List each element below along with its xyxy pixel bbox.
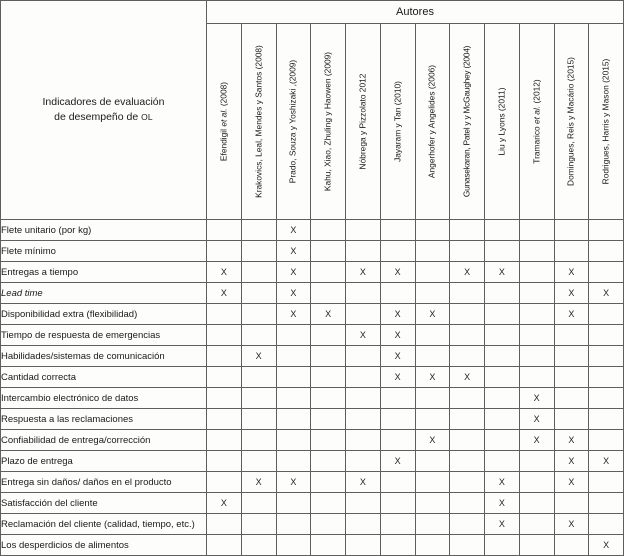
table-row [1, 304, 624, 325]
cell-satisfaccion-cliente--gunasekaran-2004 [450, 493, 485, 514]
author-header-gunasekaran-2004 [450, 24, 485, 220]
cell-entregas-a-tiempo--prado-2009 [276, 262, 311, 283]
table-row [1, 409, 624, 430]
indicator-label-intercambio-electronico: Intercambio electrónico de datos [1, 388, 207, 409]
cell-tiempo-respuesta-emerg--kahu-2009 [311, 325, 346, 346]
cell-respuesta-reclamaciones--jayaram-2010 [380, 409, 415, 430]
cell-reclamacion-cliente--jayaram-2010 [380, 514, 415, 535]
cell-reclamacion-cliente--nobrega-2012 [346, 514, 381, 535]
cell-disponibilidad-extra--jayaram-2010 [380, 304, 415, 325]
cell-tiempo-respuesta-emerg--efendigil-2008 [207, 325, 242, 346]
cell-confiabilidad-entrega--angerhofer-2006 [415, 430, 450, 451]
cell-confiabilidad-entrega--efendigil-2008 [207, 430, 242, 451]
author-label: Efendigil et al. (2008) [218, 81, 229, 161]
author-header-rodrigues-2015 [589, 24, 624, 220]
indicator-label-flete-minimo: Flete mínimo [1, 241, 207, 262]
cell-plazo-de-entrega--gunasekaran-2004 [450, 451, 485, 472]
cell-habilidades-comunicacion--angerhofer-2006 [415, 346, 450, 367]
cell-lead-time--efendigil-2008 [207, 283, 242, 304]
author-label: Nóbrega y Pizzolato 2012 [357, 73, 368, 169]
cell-flete-unitario--prado-2009 [276, 220, 311, 241]
cell-habilidades-comunicacion--tramarico-2012 [519, 346, 554, 367]
cell-respuesta-reclamaciones--nobrega-2012 [346, 409, 381, 430]
mark-x: X [394, 330, 401, 340]
cell-habilidades-comunicacion--domingues-2015 [554, 346, 589, 367]
cell-plazo-de-entrega--kahu-2009 [311, 451, 346, 472]
cell-respuesta-reclamaciones--domingues-2015 [554, 409, 589, 430]
cell-lead-time--nobrega-2012 [346, 283, 381, 304]
cell-desperdicios-alimentos--efendigil-2008 [207, 535, 242, 556]
author-header-kahu-2009 [311, 24, 346, 220]
mark-x: X [359, 330, 366, 340]
cell-tiempo-respuesta-emerg--rodrigues-2015 [589, 325, 624, 346]
cell-reclamacion-cliente--tramarico-2012 [519, 514, 554, 535]
cell-entregas-a-tiempo--liu-lyons-2011 [485, 262, 520, 283]
cell-disponibilidad-extra--prado-2009 [276, 304, 311, 325]
cell-disponibilidad-extra--gunasekaran-2004 [450, 304, 485, 325]
indicator-label-confiabilidad-entrega: Confiabilidad de entrega/corrección [1, 430, 207, 451]
mark-x: X [255, 351, 262, 361]
table-row [1, 367, 624, 388]
cell-flete-minimo--domingues-2015 [554, 241, 589, 262]
indicator-label-plazo-de-entrega: Plazo de entrega [1, 451, 207, 472]
cell-tiempo-respuesta-emerg--jayaram-2010 [380, 325, 415, 346]
cell-lead-time--kahu-2009 [311, 283, 346, 304]
cell-flete-minimo--jayaram-2010 [380, 241, 415, 262]
mark-x: X [568, 267, 575, 277]
cell-cantidad-correcta--angerhofer-2006 [415, 367, 450, 388]
mark-x: X [220, 267, 227, 277]
cell-lead-time--domingues-2015 [554, 283, 589, 304]
author-label: Jayaram y Tan (2010) [392, 80, 403, 162]
cell-cantidad-correcta--efendigil-2008 [207, 367, 242, 388]
cell-cantidad-correcta--nobrega-2012 [346, 367, 381, 388]
cell-flete-unitario--krakovics-2008 [241, 220, 276, 241]
cell-satisfaccion-cliente--rodrigues-2015 [589, 493, 624, 514]
cell-confiabilidad-entrega--tramarico-2012 [519, 430, 554, 451]
author-label: Liu y Lyons (2011) [496, 87, 507, 155]
cell-flete-unitario--domingues-2015 [554, 220, 589, 241]
mark-x: X [533, 393, 540, 403]
cell-entrega-sin-danos--angerhofer-2006 [415, 472, 450, 493]
author-header-tramarico-2012 [519, 24, 554, 220]
indicator-label-flete-unitario: Flete unitario (por kg) [1, 220, 207, 241]
mark-x: X [394, 351, 401, 361]
mark-x: X [603, 456, 610, 466]
cell-plazo-de-entrega--prado-2009 [276, 451, 311, 472]
cell-cantidad-correcta--kahu-2009 [311, 367, 346, 388]
cell-flete-unitario--gunasekaran-2004 [450, 220, 485, 241]
cell-entrega-sin-danos--kahu-2009 [311, 472, 346, 493]
cell-reclamacion-cliente--liu-lyons-2011 [485, 514, 520, 535]
table-row [1, 346, 624, 367]
cell-entrega-sin-danos--rodrigues-2015 [589, 472, 624, 493]
matrix-body [1, 1, 624, 556]
mark-x: X [533, 414, 540, 424]
author-header-efendigil-2008 [207, 24, 242, 220]
author-label: Krakovics, Leal, Mendes y Santos (2008) [253, 44, 264, 198]
cell-disponibilidad-extra--liu-lyons-2011 [485, 304, 520, 325]
table-row [1, 325, 624, 346]
mark-x: X [290, 309, 297, 319]
table-row [1, 283, 624, 304]
cell-flete-unitario--kahu-2009 [311, 220, 346, 241]
cell-disponibilidad-extra--efendigil-2008 [207, 304, 242, 325]
cell-entrega-sin-danos--domingues-2015 [554, 472, 589, 493]
author-label: Prado, Souza y Yoshizaki ,(2009) [287, 59, 298, 183]
cell-tiempo-respuesta-emerg--krakovics-2008 [241, 325, 276, 346]
cell-confiabilidad-entrega--nobrega-2012 [346, 430, 381, 451]
cell-cantidad-correcta--liu-lyons-2011 [485, 367, 520, 388]
cell-entregas-a-tiempo--gunasekaran-2004 [450, 262, 485, 283]
mark-x: X [498, 267, 505, 277]
cell-habilidades-comunicacion--gunasekaran-2004 [450, 346, 485, 367]
mark-x: X [290, 225, 297, 235]
mark-x: X [394, 456, 401, 466]
cell-entrega-sin-danos--prado-2009 [276, 472, 311, 493]
table-row [1, 241, 624, 262]
author-label: Domingues, Reis y Macário (2015) [565, 56, 576, 186]
cell-disponibilidad-extra--kahu-2009 [311, 304, 346, 325]
cell-flete-minimo--angerhofer-2006 [415, 241, 450, 262]
indicator-label-entrega-sin-danos: Entrega sin daños/ daños en el producto [1, 472, 207, 493]
cell-desperdicios-alimentos--gunasekaran-2004 [450, 535, 485, 556]
cell-intercambio-electronico--rodrigues-2015 [589, 388, 624, 409]
cell-intercambio-electronico--angerhofer-2006 [415, 388, 450, 409]
cell-intercambio-electronico--nobrega-2012 [346, 388, 381, 409]
cell-reclamacion-cliente--prado-2009 [276, 514, 311, 535]
cell-desperdicios-alimentos--rodrigues-2015 [589, 535, 624, 556]
cell-desperdicios-alimentos--krakovics-2008 [241, 535, 276, 556]
cell-intercambio-electronico--domingues-2015 [554, 388, 589, 409]
mark-x: X [359, 267, 366, 277]
cell-plazo-de-entrega--liu-lyons-2011 [485, 451, 520, 472]
cell-entrega-sin-danos--jayaram-2010 [380, 472, 415, 493]
indicator-label-reclamacion-cliente: Reclamación del cliente (calidad, tiempo, etc.) [1, 514, 207, 535]
cell-satisfaccion-cliente--kahu-2009 [311, 493, 346, 514]
cell-entrega-sin-danos--liu-lyons-2011 [485, 472, 520, 493]
cell-entregas-a-tiempo--domingues-2015 [554, 262, 589, 283]
cell-respuesta-reclamaciones--angerhofer-2006 [415, 409, 450, 430]
table-row [1, 262, 624, 283]
cell-plazo-de-entrega--rodrigues-2015 [589, 451, 624, 472]
author-header-prado-2009 [276, 24, 311, 220]
cell-intercambio-electronico--krakovics-2008 [241, 388, 276, 409]
cell-cantidad-correcta--krakovics-2008 [241, 367, 276, 388]
cell-confiabilidad-entrega--jayaram-2010 [380, 430, 415, 451]
table-row [1, 220, 624, 241]
cell-satisfaccion-cliente--tramarico-2012 [519, 493, 554, 514]
cell-flete-unitario--nobrega-2012 [346, 220, 381, 241]
table-row [1, 493, 624, 514]
cell-tiempo-respuesta-emerg--liu-lyons-2011 [485, 325, 520, 346]
cell-reclamacion-cliente--kahu-2009 [311, 514, 346, 535]
cell-flete-minimo--efendigil-2008 [207, 241, 242, 262]
author-label: Angerhofer y Angelides (2006) [426, 64, 437, 178]
cell-entregas-a-tiempo--rodrigues-2015 [589, 262, 624, 283]
cell-tiempo-respuesta-emerg--nobrega-2012 [346, 325, 381, 346]
mark-x: X [533, 435, 540, 445]
indicator-label-satisfaccion-cliente: Satisfacción del cliente [1, 493, 207, 514]
table-row [1, 388, 624, 409]
cell-reclamacion-cliente--gunasekaran-2004 [450, 514, 485, 535]
cell-disponibilidad-extra--krakovics-2008 [241, 304, 276, 325]
cell-satisfaccion-cliente--liu-lyons-2011 [485, 493, 520, 514]
cell-lead-time--tramarico-2012 [519, 283, 554, 304]
mark-x: X [464, 267, 471, 277]
cell-plazo-de-entrega--krakovics-2008 [241, 451, 276, 472]
cell-flete-unitario--angerhofer-2006 [415, 220, 450, 241]
cell-disponibilidad-extra--nobrega-2012 [346, 304, 381, 325]
cell-flete-minimo--nobrega-2012 [346, 241, 381, 262]
cell-plazo-de-entrega--angerhofer-2006 [415, 451, 450, 472]
author-label: Kahu, Xiao, Zhuling y Haowen (2009) [322, 51, 333, 191]
mark-x: X [464, 372, 471, 382]
cell-satisfaccion-cliente--prado-2009 [276, 493, 311, 514]
cell-entrega-sin-danos--nobrega-2012 [346, 472, 381, 493]
cell-cantidad-correcta--jayaram-2010 [380, 367, 415, 388]
cell-lead-time--liu-lyons-2011 [485, 283, 520, 304]
cell-flete-unitario--jayaram-2010 [380, 220, 415, 241]
title-line-2: de desempeño de [54, 111, 142, 123]
cell-confiabilidad-entrega--domingues-2015 [554, 430, 589, 451]
mark-x: X [498, 498, 505, 508]
mark-x: X [568, 519, 575, 529]
cell-disponibilidad-extra--angerhofer-2006 [415, 304, 450, 325]
cell-intercambio-electronico--efendigil-2008 [207, 388, 242, 409]
cell-cantidad-correcta--prado-2009 [276, 367, 311, 388]
cell-entrega-sin-danos--tramarico-2012 [519, 472, 554, 493]
cell-reclamacion-cliente--angerhofer-2006 [415, 514, 450, 535]
cell-habilidades-comunicacion--liu-lyons-2011 [485, 346, 520, 367]
cell-reclamacion-cliente--domingues-2015 [554, 514, 589, 535]
cell-reclamacion-cliente--krakovics-2008 [241, 514, 276, 535]
cell-flete-minimo--liu-lyons-2011 [485, 241, 520, 262]
mark-x: X [603, 540, 610, 550]
mark-x: X [394, 267, 401, 277]
cell-lead-time--prado-2009 [276, 283, 311, 304]
cell-cantidad-correcta--tramarico-2012 [519, 367, 554, 388]
cell-lead-time--gunasekaran-2004 [450, 283, 485, 304]
cell-reclamacion-cliente--rodrigues-2015 [589, 514, 624, 535]
cell-desperdicios-alimentos--prado-2009 [276, 535, 311, 556]
cell-desperdicios-alimentos--domingues-2015 [554, 535, 589, 556]
cell-satisfaccion-cliente--angerhofer-2006 [415, 493, 450, 514]
cell-confiabilidad-entrega--liu-lyons-2011 [485, 430, 520, 451]
indicator-label-tiempo-respuesta-emerg: Tiempo de respuesta de emergencias [1, 325, 207, 346]
cell-entregas-a-tiempo--krakovics-2008 [241, 262, 276, 283]
cell-intercambio-electronico--gunasekaran-2004 [450, 388, 485, 409]
cell-confiabilidad-entrega--gunasekaran-2004 [450, 430, 485, 451]
cell-lead-time--rodrigues-2015 [589, 283, 624, 304]
cell-flete-unitario--efendigil-2008 [207, 220, 242, 241]
mark-x: X [429, 435, 436, 445]
cell-confiabilidad-entrega--prado-2009 [276, 430, 311, 451]
indicator-label-lead-time: Lead time [1, 283, 207, 304]
cell-flete-unitario--tramarico-2012 [519, 220, 554, 241]
mark-x: X [220, 288, 227, 298]
cell-plazo-de-entrega--jayaram-2010 [380, 451, 415, 472]
author-header-angerhofer-2006 [415, 24, 450, 220]
group-header-row [1, 1, 624, 24]
cell-plazo-de-entrega--nobrega-2012 [346, 451, 381, 472]
cell-desperdicios-alimentos--nobrega-2012 [346, 535, 381, 556]
mark-x: X [290, 267, 297, 277]
cell-flete-minimo--krakovics-2008 [241, 241, 276, 262]
cell-respuesta-reclamaciones--tramarico-2012 [519, 409, 554, 430]
cell-habilidades-comunicacion--rodrigues-2015 [589, 346, 624, 367]
cell-flete-minimo--prado-2009 [276, 241, 311, 262]
cell-respuesta-reclamaciones--rodrigues-2015 [589, 409, 624, 430]
cell-habilidades-comunicacion--jayaram-2010 [380, 346, 415, 367]
mark-x: X [568, 456, 575, 466]
mark-x: X [290, 477, 297, 487]
cell-satisfaccion-cliente--krakovics-2008 [241, 493, 276, 514]
author-header-domingues-2015 [554, 24, 589, 220]
cell-respuesta-reclamaciones--gunasekaran-2004 [450, 409, 485, 430]
cell-lead-time--jayaram-2010 [380, 283, 415, 304]
mark-x: X [603, 288, 610, 298]
cell-flete-minimo--tramarico-2012 [519, 241, 554, 262]
cell-respuesta-reclamaciones--krakovics-2008 [241, 409, 276, 430]
cell-tiempo-respuesta-emerg--tramarico-2012 [519, 325, 554, 346]
cell-entregas-a-tiempo--nobrega-2012 [346, 262, 381, 283]
cell-confiabilidad-entrega--kahu-2009 [311, 430, 346, 451]
table-row [1, 430, 624, 451]
title-abbrev-ol: OL [141, 112, 153, 122]
cell-habilidades-comunicacion--prado-2009 [276, 346, 311, 367]
cell-confiabilidad-entrega--rodrigues-2015 [589, 430, 624, 451]
matrix-corner-title [1, 1, 207, 220]
cell-desperdicios-alimentos--liu-lyons-2011 [485, 535, 520, 556]
cell-flete-unitario--liu-lyons-2011 [485, 220, 520, 241]
cell-flete-unitario--rodrigues-2015 [589, 220, 624, 241]
cell-habilidades-comunicacion--kahu-2009 [311, 346, 346, 367]
title-line-1: Indicadores de evaluación [42, 96, 165, 108]
mark-x: X [220, 498, 227, 508]
cell-disponibilidad-extra--tramarico-2012 [519, 304, 554, 325]
cell-habilidades-comunicacion--efendigil-2008 [207, 346, 242, 367]
cell-habilidades-comunicacion--krakovics-2008 [241, 346, 276, 367]
cell-respuesta-reclamaciones--liu-lyons-2011 [485, 409, 520, 430]
mark-x: X [325, 309, 332, 319]
cell-cantidad-correcta--rodrigues-2015 [589, 367, 624, 388]
cell-entregas-a-tiempo--angerhofer-2006 [415, 262, 450, 283]
mark-x: X [394, 309, 401, 319]
table-row [1, 451, 624, 472]
author-label: Tramarico et al. (2012) [531, 78, 542, 164]
cell-plazo-de-entrega--efendigil-2008 [207, 451, 242, 472]
cell-disponibilidad-extra--domingues-2015 [554, 304, 589, 325]
cell-satisfaccion-cliente--jayaram-2010 [380, 493, 415, 514]
cell-desperdicios-alimentos--angerhofer-2006 [415, 535, 450, 556]
cell-entregas-a-tiempo--kahu-2009 [311, 262, 346, 283]
cell-flete-minimo--rodrigues-2015 [589, 241, 624, 262]
page-title [1, 95, 206, 125]
cell-tiempo-respuesta-emerg--gunasekaran-2004 [450, 325, 485, 346]
cell-intercambio-electronico--tramarico-2012 [519, 388, 554, 409]
cell-entregas-a-tiempo--tramarico-2012 [519, 262, 554, 283]
author-header-nobrega-2012 [346, 24, 381, 220]
cell-entrega-sin-danos--efendigil-2008 [207, 472, 242, 493]
mark-x: X [568, 477, 575, 487]
mark-x: X [568, 288, 575, 298]
cell-respuesta-reclamaciones--kahu-2009 [311, 409, 346, 430]
mark-x: X [568, 309, 575, 319]
cell-lead-time--krakovics-2008 [241, 283, 276, 304]
indicator-label-entregas-a-tiempo: Entregas a tiempo [1, 262, 207, 283]
cell-desperdicios-alimentos--jayaram-2010 [380, 535, 415, 556]
indicator-label-cantidad-correcta: Cantidad correcta [1, 367, 207, 388]
mark-x: X [255, 477, 262, 487]
mark-x: X [568, 435, 575, 445]
cell-intercambio-electronico--liu-lyons-2011 [485, 388, 520, 409]
cell-satisfaccion-cliente--domingues-2015 [554, 493, 589, 514]
cell-entrega-sin-danos--krakovics-2008 [241, 472, 276, 493]
cell-entrega-sin-danos--gunasekaran-2004 [450, 472, 485, 493]
cell-desperdicios-alimentos--kahu-2009 [311, 535, 346, 556]
author-header-jayaram-2010 [380, 24, 415, 220]
table-row [1, 514, 624, 535]
cell-flete-minimo--gunasekaran-2004 [450, 241, 485, 262]
mark-x: X [290, 288, 297, 298]
cell-cantidad-correcta--gunasekaran-2004 [450, 367, 485, 388]
author-label: Rodrigues, Harris y Mason (2015) [600, 58, 611, 184]
mark-x: X [394, 372, 401, 382]
authors-group-header: Autores [207, 1, 624, 24]
mark-x: X [290, 246, 297, 256]
cell-respuesta-reclamaciones--efendigil-2008 [207, 409, 242, 430]
cell-satisfaccion-cliente--efendigil-2008 [207, 493, 242, 514]
cell-plazo-de-entrega--domingues-2015 [554, 451, 589, 472]
cell-satisfaccion-cliente--nobrega-2012 [346, 493, 381, 514]
cell-entregas-a-tiempo--efendigil-2008 [207, 262, 242, 283]
cell-disponibilidad-extra--rodrigues-2015 [589, 304, 624, 325]
cell-confiabilidad-entrega--krakovics-2008 [241, 430, 276, 451]
cell-entregas-a-tiempo--jayaram-2010 [380, 262, 415, 283]
cell-intercambio-electronico--prado-2009 [276, 388, 311, 409]
cell-intercambio-electronico--jayaram-2010 [380, 388, 415, 409]
cell-intercambio-electronico--kahu-2009 [311, 388, 346, 409]
cell-tiempo-respuesta-emerg--prado-2009 [276, 325, 311, 346]
cell-tiempo-respuesta-emerg--domingues-2015 [554, 325, 589, 346]
cell-tiempo-respuesta-emerg--angerhofer-2006 [415, 325, 450, 346]
cell-lead-time--angerhofer-2006 [415, 283, 450, 304]
author-header-krakovics-2008 [241, 24, 276, 220]
author-header-liu-lyons-2011 [485, 24, 520, 220]
cell-habilidades-comunicacion--nobrega-2012 [346, 346, 381, 367]
table-row [1, 535, 624, 556]
cell-flete-minimo--kahu-2009 [311, 241, 346, 262]
indicator-label-disponibilidad-extra: Disponibilidad extra (flexibilidad) [1, 304, 207, 325]
cell-cantidad-correcta--domingues-2015 [554, 367, 589, 388]
cell-respuesta-reclamaciones--prado-2009 [276, 409, 311, 430]
indicator-label-desperdicios-alimentos: Los desperdicios de alimentos [1, 535, 207, 556]
mark-x: X [498, 519, 505, 529]
mark-x: X [359, 477, 366, 487]
cell-desperdicios-alimentos--tramarico-2012 [519, 535, 554, 556]
table-row [1, 472, 624, 493]
cell-plazo-de-entrega--tramarico-2012 [519, 451, 554, 472]
indicator-label-respuesta-reclamaciones: Respuesta a las reclamaciones [1, 409, 207, 430]
mark-x: X [498, 477, 505, 487]
mark-x: X [429, 309, 436, 319]
mark-x: X [429, 372, 436, 382]
cell-reclamacion-cliente--efendigil-2008 [207, 514, 242, 535]
author-label: Gunasekaran, Patel y y McGaughey (2004) [461, 45, 472, 197]
indicator-label-habilidades-comunicacion: Habilidades/sistemas de comunicación [1, 346, 207, 367]
